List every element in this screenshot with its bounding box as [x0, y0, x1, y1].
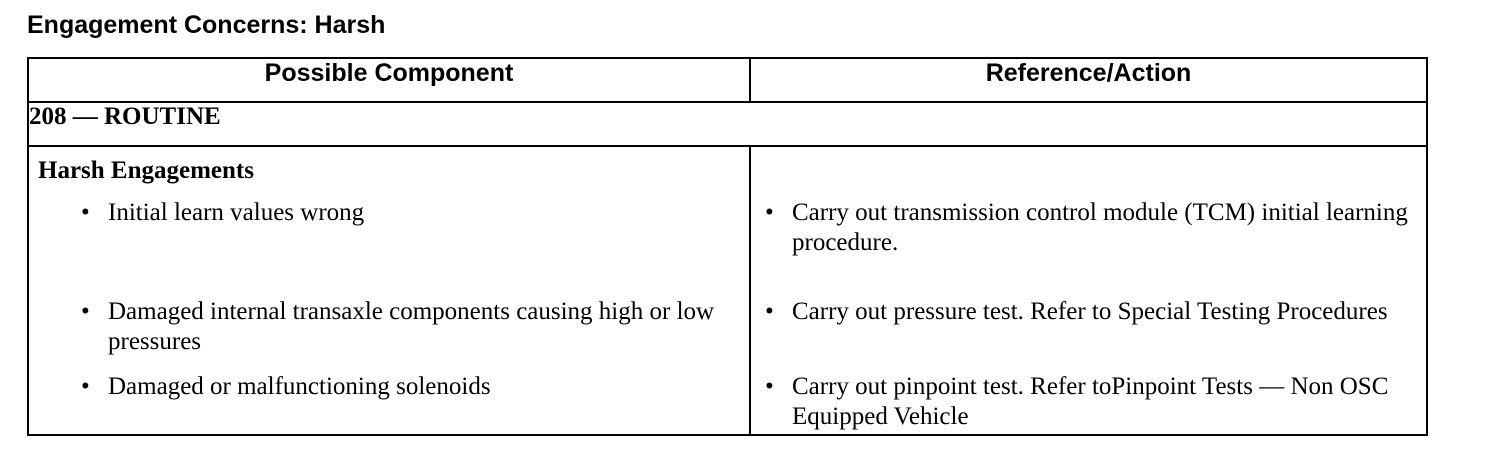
column-header-component: Possible Component	[28, 58, 750, 102]
table-row	[28, 146, 1427, 435]
component-cell	[28, 146, 750, 435]
page-title: Engagement Concerns: Harsh	[27, 11, 386, 39]
component-text: Initial learn values wrong	[108, 199, 365, 226]
group-title: Harsh Engagements	[38, 157, 254, 184]
action-text: Carry out pressure test. Refer to Special Testing Procedures	[792, 298, 1388, 325]
action-text: Carry out transmission control module (TCM) initial learning procedure.	[792, 199, 1408, 256]
list-item	[29, 297, 749, 372]
list-item	[29, 192, 749, 297]
list-item	[751, 372, 1426, 434]
list-item	[751, 192, 1426, 297]
header-row	[28, 58, 1427, 102]
bullet-icon: •	[81, 298, 90, 325]
diagnostic-table	[27, 57, 1428, 436]
bullet-icon: •	[81, 199, 90, 226]
list-item	[751, 297, 1426, 372]
component-text: Damaged or malfunctioning solenoids	[108, 373, 491, 400]
section-row	[28, 102, 1427, 146]
action-text: Carry out pinpoint test. Refer toPinpoint Tests — Non OSC Equipped Vehicle	[792, 373, 1389, 430]
component-text: Damaged internal transaxle components causing high or low pressures	[108, 298, 715, 355]
bullet-icon: •	[765, 373, 774, 400]
action-cell	[750, 146, 1427, 435]
bullet-icon: •	[765, 199, 774, 226]
column-header-action: Reference/Action	[750, 58, 1427, 102]
section-label: 208 — ROUTINE	[28, 102, 1427, 146]
bullet-icon: •	[765, 298, 774, 325]
list-item	[29, 372, 749, 434]
bullet-icon: •	[81, 373, 90, 400]
